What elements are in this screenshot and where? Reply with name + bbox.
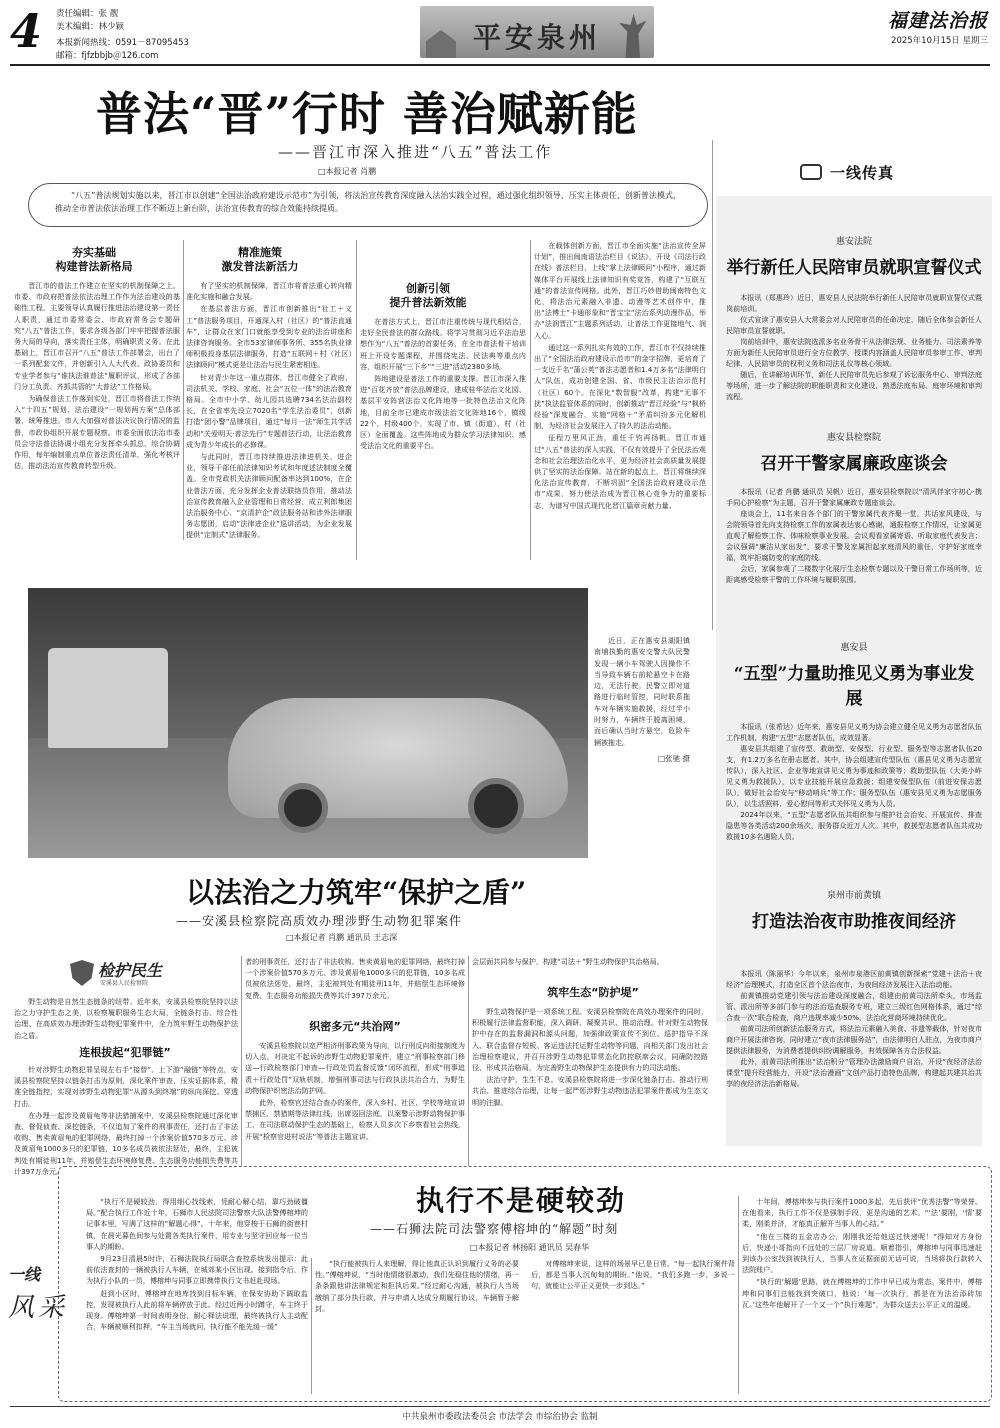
paragraph: 在普法方式上，晋江市注重传统与现代相结合，走好全民普法的群众路线。将学习贯彻习近平法治思想作为“八五”普法的首要任务，在全市普法骨干培训班上开设专题课程，并围绕宪法、民法典等重点内容，组织开展“三下乡”“三进”活动2380多场。 bbox=[360, 317, 526, 371]
sidebar-divider bbox=[712, 140, 713, 630]
column-label-bottom: 风采 bbox=[8, 1293, 69, 1323]
paragraph: 对傅榕坤来说，这样的场景早已是日常。“每一起执行案件背后，都是当事人沉甸甸的期盼。”他说，“我们多跑一步，多说一句，就能让公平正义更快一步到达。” bbox=[531, 1259, 735, 1291]
second-title: 以法治之力筑牢“保护之盾” bbox=[186, 876, 527, 909]
second-body2b: 会层面共同参与保护，构建“司法＋”野生动物保护共治格局。 bbox=[472, 957, 664, 966]
lead-col2-body bbox=[186, 280, 352, 560]
paragraph: 十年间，傅榕坤参与执行案件1000多起，先后获评“优秀法警”等荣誉。在他看来，执行工作不仅是强制手段，更是沟通的艺术。“‘法’要刚，‘情’要柔，刚柔并济，才能真正解开当事人的心结。” bbox=[742, 1197, 982, 1229]
paragraph: 仪式宣读了惠安县人大常委会对人民陪审员的任命决定，随后全体参会新任人民陪审员宣誓就职。 bbox=[726, 315, 982, 335]
paragraph: 在办理一起涉及黄眉龟等非法猎捕案中，安溪县检察院通过深化审查、督促侦查、深挖链条，不仅追加了案件的刑事责任，还打击了非法收购、售卖黄眉龟的犯罪网络，最终打掉一个涉案价值570多万元、涉及黄眉龟1000多只的犯罪链，10多名成员被依法惩处，最终，主犯被判处有期徒刑11年，并赔偿生态环境修复费、生态服务功能损失费等共计397万余元。 bbox=[14, 1110, 238, 1176]
sidebar-item-4-body bbox=[726, 968, 982, 1146]
paragraph: 本报讯（张希达）近年来，惠安县见义勇为协会建立健全见义勇为志愿者队伍工作机制，构建“五型”志愿者队伍，成效显著。 bbox=[726, 722, 982, 742]
lead-subtitle: ——晋江市深入推进“八五”普法工作 bbox=[278, 143, 553, 161]
lead-summary-box bbox=[28, 183, 708, 227]
paragraph: 法治守护，生生不息。安溪县检察院将进一步深化链条打击、推动行刑共治、推进综合治理，让每一起严惩涉野生动物违法犯罪案件都成为生态文明的注脚。 bbox=[472, 1075, 708, 1107]
column-rule bbox=[241, 956, 242, 1166]
section-banner bbox=[420, 6, 654, 58]
column-rule bbox=[356, 240, 357, 560]
masthead-logo: 福建法治报 bbox=[887, 10, 988, 32]
photo-tow-truck-icon bbox=[48, 648, 168, 748]
paragraph: “执行的‘解题’思路，就在傅榕坤的工作中早已成为常态。案件中，傅榕坤和同事们总能找到突破口，他说：‘每一次执行，都是在为法治添砖加瓦。’这些年他解开了一个又一个“执行难题”，为群众送去公平正义的温暖。 bbox=[742, 1277, 982, 1309]
paragraph: 在载体创新方面，晋江市全面实施“法治宣传全屏计划”，推出闽南语法治栏目《说法》，开设《司法行政在线》普法栏目，上线“掌上法律顾问”小程序，通过新媒体平台开展线上法律知识有奖竞答，构建了“互联互通”的普法宣传网格。此外，晋江巧妙借助闽南特色文化，将法治元素融入非遗、动漫等艺术创作中，推出“法博士”卡通形象和“晋宝宝”法治系列动漫作品，举办“法润晋江”主题系列活动，让普法工作更接地气、润入心。 bbox=[534, 241, 706, 340]
paragraph: 前黄司法所创新法治服务方式，将法治元素融入美食、非遗等载体，针对夜市商户开展法律咨询，同时建立“夜市法律服务站”，由法律明白人驻点，为夜市商户提供法律服务，为消费者提供纠纷调解服务，有效保障各方合法权益。 bbox=[726, 1024, 982, 1055]
sidebar-item-4 bbox=[726, 888, 982, 932]
paragraph: 前黄镇推动党建引领与法治建设深度融合，组建由前黄司法所牵头，市场监管、派出所等多部门参与的法治巡查服务专班，建立三级红色网格体系，通过“综合查一次”联合检查，商户违规率减少50%，法治化营商环境持续优化。 bbox=[726, 991, 982, 1022]
lead-col3-body bbox=[360, 316, 526, 560]
paragraph: “执行能被执行人来理解，得让他真正认识到履行义务的必要性。”傅榕坤说，“当时他情绪很激动，我们先稳住他的情绪，再一条条跟他讲法律规定和拒执后果。”经过耐心沟通，被执行人当场缴纳了部分执行款，并与申请人达成分期履行协议，车辆暂予解封。 bbox=[315, 1259, 519, 1313]
paragraph: 与此同时，晋江市持续推进法律进机关、进企业，领导干部任前法律知识考试和年度述法制度全覆盖。全市党政机关法律顾问配备率达到100%，在企业普法方面，充分发挥企业普法联络员作用，推动法治宣传教育融入企业管理和日常经营，成立利郎集团法治服务中心、“京清护企”政法服务站和涉外法律服务志愿团，启动“法律进企业”巡讲活动，为企业发展提供“定制式”法律服务。 bbox=[186, 452, 352, 540]
paragraph: 针对涉野生动物犯罪呈现左右手“接替”、上下游“融链”等特点，安溪县检察院坚持以链条打击为原则，深化案件审查，压实证据体系，精准全链指控，实现对涉野生动物犯罪“从源头到终端”的纵向深挖、穿透打击。 bbox=[14, 1065, 238, 1108]
second-body3 bbox=[472, 1006, 708, 1166]
photo-wheel-icon bbox=[278, 783, 328, 833]
shield-icon bbox=[70, 960, 94, 986]
paragraph: 2024年以来，“五型”志愿者队伍共组织参与维护社会治安、开展宣传、排查隐患等各类活动200余场次，服务群众近万人次。其中，救援型志愿者队伍共成功救援10多名遇险人员。 bbox=[726, 810, 982, 841]
paragraph: 针对青少年这一重点群体，晋江市健全了政府、司法机关、学校、家庭、社会“五位一体”的法治教育格局。全市中小学、幼儿园共选聘734名法治副校长，在全省率先设立7020名“学生法治委员”，创新打造“团小警”品牌项目，通过“每月一法”师生共学活动和“关爱明天·普法先行”专题普法行动，让法治教育成为青少年成长的必修课。 bbox=[186, 372, 352, 449]
column-rule bbox=[311, 1258, 312, 1394]
paragraph: 此外，检察官还结合查办的案件，深入乡村、社区、学校等地宣讲禁捕区、禁猎期等法律红线，出席巡回法庭，以案警示涉野动物保护事工，在司法联动保护生态的基础上，检察人员多次下乡察看社会热线，开展“检察官进村说法”等普法主题宣讲。 bbox=[245, 1098, 465, 1141]
sidebar-body bbox=[726, 486, 982, 666]
second-body1 bbox=[14, 1064, 238, 1176]
photo-caption: 近日，正在惠安县湖阳镇南埔执勤的惠安交警大队民警发现一辆小车驾驶人因操作不当导致车辆右前轮悬空卡在路边，无法行驶。民警立即对道路进行临时管控，同时联系拖车对车辆实施救援，经过半小时努力，车辆终于脱离困境，而后确认当时方悬空，危险车辆被拖走。 bbox=[594, 637, 690, 747]
page-number: 4 bbox=[10, 4, 43, 58]
sidebar-panel bbox=[716, 196, 992, 1022]
lead-col4-body bbox=[534, 240, 706, 560]
sidebar-dept: 惠安县检察院 bbox=[826, 433, 881, 443]
column-badge bbox=[70, 956, 200, 990]
paragraph: 座谈会上，11名来自各个部门的干警家属代表齐聚一堂，共话家风建设，与会院领导首先向支持检察工作的家属表达衷心感谢，通报检察工作情况，让家属更直观了解检察工作、体味检察事业发展。会议观看家属寄语、听取家庭代表发言；会议强调“廉洁从家出发”，要求干警及家属担起家庭清风的重任，守护好家庭幸福，筑牢拒腐防变的家庭防线。 bbox=[726, 509, 982, 562]
column-label-feature bbox=[8, 1262, 68, 1342]
column-rule bbox=[468, 956, 469, 1166]
sidebar-dept: 惠安县 bbox=[840, 643, 868, 653]
paragraph: 赶到小区时，傅榕坤在地库找到目标车辆，在保安协助下调取监控，发现被执行人此前将车辆停放于此。经过近两小时蹲守，车主终于现身。傅榕坤第一时间表明身份，耐心释法说理，最终被执行人主动配合，车辆被顺利扣押，“车主当场就问，执行能不能先缓一缓” bbox=[86, 1288, 308, 1332]
photo-credit: □张驰 摄 bbox=[658, 753, 690, 763]
lead-byline: □本报记者 肖鹏 bbox=[318, 167, 377, 176]
paragraph: 本报讯（郑惠玲）近日，惠安县人民法院举行新任人民陪审员就职宣誓仪式暨岗前培训。 bbox=[726, 293, 982, 313]
paragraph: 本报讯（陈丽华）今年以来，泉州市泉港区前黄镇创新探索“党建＋法治＋夜经济”治理模式，打造全区首个法治夜市，为夜间经济发展注入法治动能。 bbox=[726, 969, 982, 989]
paragraph: 通过这一系列扎实有效的工作，晋江市不仅持续推出了“全国法治政府建设示范市”的金字招牌，更培育了一支近千名“蒲公英”普法志愿者和1.4万多名“法律明白人”队伍，成功创建全国、省、市级民主法治示范村（社区）60个。在深化“数智服”改革，构建“无事不扰”执法监管体系的同时，创新推动“晋江经验”与“枫桥经验”深度融合，实施“网格＋”矛盾纠纷多元化解机制，为经济社会发展注入了持久的法治动能。 bbox=[534, 342, 706, 431]
contact-email: 邮箱：fjfzbbjb＠126.com bbox=[56, 51, 159, 61]
badge-title: 检护民生 bbox=[98, 961, 163, 980]
paragraph: 在基层普法方面，晋江市创新推出“社工＋义工”普法服务项目，开通深入村（社区）的“普法直通车”，让群众在家门口就能享受到专业的法治讲座和法律咨询服务。全市53家律师事务所、355名执业律师积极投身基层法律服务，打造“五联网＋村（社区）法律顾问”模式更是让法治与民生紧密相连。 bbox=[186, 304, 352, 370]
sidebar-title: “五型”力量助推见义勇为事业发展 bbox=[733, 664, 975, 709]
second-intro: 野生动物是自然生态链条的纽带。近年来，安溪县检察院坚持以法治之力守护生态之美，以检察履职服务生态大局，全链条打击、综合性治理、在高质效办理涉野生动物犯罪案件中，全力筑牢野生动物保护法治之盾。 bbox=[14, 997, 238, 1040]
sidebar bbox=[716, 150, 992, 1022]
chat-bubble-icon bbox=[800, 164, 822, 180]
paragraph: 征程万里风正劲，重任千钧再扬帆。晋江市通过“八五”普法的深入实践，不仅有效提升了全民法治观念和社会治理法治化水平，更为经济社会高质量发展提供了坚实的法治保障。站在新的起点上，晋江将继续深化法治宣传教育，不断巩固“全国法治政府建设示范市”成果，努力使法治成为晋江核心竞争力的重要标志，为谱写中国式现代化晋江篇章贡献力量。 bbox=[534, 433, 706, 510]
paragraph: 岗前培训中，惠安法院选派多名业务骨干从法律法规、业务能力、司法素养等方面为新任人民陪审员进行全方位教学，授课内容涵盖人民陪审员参审工作、审判纪律、人民陪审员的权利义务和司法礼仪等核心领域。 bbox=[726, 337, 982, 368]
lead-col1-body bbox=[14, 280, 180, 540]
sidebar-dept: 惠安法院 bbox=[835, 237, 872, 247]
sidebar-item-2 bbox=[726, 430, 982, 666]
column-rule bbox=[738, 1196, 739, 1394]
badge-subtitle: 安溪县人民检察院 bbox=[100, 980, 149, 987]
news-photo bbox=[28, 588, 588, 858]
sidebar-title: 举行新任人民陪审员就职宣誓仪式 bbox=[726, 258, 982, 278]
footer-rule bbox=[10, 1406, 990, 1407]
header-rule bbox=[10, 64, 990, 66]
paragraph: 有了坚实的机制保障，晋江市将普法重心转向精准化实施和融合发展。 bbox=[186, 281, 352, 302]
bottom-body-mid bbox=[315, 1258, 735, 1392]
news-hotline: 本报新闻热线：0591－87095453 bbox=[56, 38, 189, 48]
page-header bbox=[0, 0, 1000, 66]
bottom-body-left bbox=[86, 1196, 308, 1392]
lead-col3-heading: 创新引领 提升普法新效能 bbox=[389, 282, 467, 309]
lead-summary: “八五”普法规划实施以来，晋江市以创建“全国法治政府建设示范市”为引领，将法治宣传教育深度融入法治实践全过程，通过强化组织领导、压实主体责任、创新普法模式，推动全市普法依法治理工作不断迈上新台阶，法治宣传教育的综合效能持续提质。 bbox=[55, 191, 681, 213]
second-head3: 筑牢生态“防护堤” bbox=[547, 986, 639, 999]
sidebar-label-box bbox=[786, 156, 936, 194]
second-head1: 连根拔起“犯罪链” bbox=[79, 1046, 171, 1059]
second-body2 bbox=[245, 1040, 465, 1166]
bottom-byline: □本报记者 林扬阳 通讯员 吴春华 bbox=[470, 1243, 590, 1252]
sidebar-title: 召开干警家属廉政座谈会 bbox=[760, 454, 948, 474]
sidebar-title: 打造法治夜市助推夜间经济 bbox=[752, 912, 956, 932]
paragraph: 为确保普法工作落到实处，晋江市将普法工作纳入“十四五”规划、法治建设“一规划两方案”总体部署，统筹推进。市人大加强对普法决议执行情况的监督，市政协组织开展专题视察。市委全面依法治市委员会守法普法协调小组充分发挥牵头抓总、综合协调作用，每年编制重点单位普法责任清单，强化考核评估，推动法治宣传教育转型升级。 bbox=[14, 394, 180, 471]
sidebar-item-1 bbox=[726, 234, 982, 452]
second-byline: □本报记者 肖鹏 通讯员 王志深 bbox=[286, 933, 398, 942]
paragraph: 惠安县共组建了宣传型、救助型、安保型、行业型、服务型等志愿者队伍20支，有1.2万多名在册志愿者。其中，协会组建宣传型队伍（惠县见义勇为志愿宣传队），深入社区、企业等地宣讲见义勇为事迹和政策等；救助型队伍（大美小岞见义勇为救援队），以专业技能开展应急救援；组建安保型队伍（前进安保志愿队），做好社会治安与“移动哨兵”等工作；服务型队伍（惠安县见义勇为志愿服务队），以生活照料、爱心慰问等形式关怀见义勇为人员。 bbox=[726, 744, 982, 808]
section-title: 平安泉州 bbox=[472, 21, 601, 54]
sidebar-body bbox=[726, 292, 982, 452]
paragraph: 此外，前黄司法所推出“法治积分”管理办法激励商户自治，开设“夜经济法治课堂”提升经营能力，开设“法治漫画”文创产品打造特色品牌，构建起共建共治共享的夜经济法治新格局。 bbox=[726, 1057, 982, 1088]
lead-col1-heading: 夯实基础 构建普法新格局 bbox=[55, 246, 133, 273]
paragraph: 9月23日清晨5时许，石狮法院执行局联合查控系统发出提示：此前依法查封的一辆被执行人车辆，在城郊某小区出现。接到指令后，作为执行小队的一员，傅榕坤与同事立即携带执行文书赶赴现场。 bbox=[86, 1254, 308, 1286]
paragraph: 本报讯（记者 肖鹏 通讯员 吴帆）近日，惠安县检察院以“清风伴家守初心·携手同心护检察”为主题，召开干警家属廉政专题座谈会。 bbox=[726, 487, 982, 507]
second-head2: 织密多元“共治网” bbox=[309, 1020, 401, 1033]
paragraph: 晋江市的普法工作建立在坚实的机制保障之上。市委、市政府把普法依法治理工作作为法治建设的基础性工程，主要领导认真履行推进法治建设第一责任人职责，通过市委常委会、市政府常务会专题研究“八五”普法工作，要求各级各部门牢牢把握普法服务大局的导向，落实责任主体，明确职责义务。在此基础上，晋江市召开“八五”普法工作部署会，出台了一系列配套文件，并创新引入人大代表、政协委员和专业学者参与“谁执法谁普法”履职评议，形成了各部门分工负责、齐抓共管的“大普法”工作格局。 bbox=[14, 281, 180, 391]
column-rule bbox=[530, 240, 531, 560]
photo-wheel-icon bbox=[468, 778, 524, 834]
column-label-top: 一线 bbox=[8, 1265, 41, 1284]
editor-credit: 责任编辑：张 靓 bbox=[56, 9, 119, 19]
lead-title: 普法“晋”行时 善治赋新能 bbox=[96, 87, 638, 141]
sidebar-label: 一线传真 bbox=[830, 164, 895, 182]
paragraph: 随后，在讲解培训环节，新任人民陪审员先后参观了诉讼服务中心、审判法庭等场所，进一步了解法院的职能职责和文化建设，熟悉法庭布局、庭审环境和审判流程。 bbox=[726, 370, 982, 401]
sidebar-dept: 泉州市前黄镇 bbox=[826, 891, 881, 901]
paragraph: 野生动物保护是一项系统工程。安溪县检察院在高效办理案件的同时，积极履行法律监督职能，深入调研、凝聚共识、推动治理。针对野生动物保护中存在的监督漏洞和源头问题，加强律政策宣传不到位、巡护指导不深入、联合监督存短板、客运违法托运野生动物等问题，向相关部门发出社会治理检察建议，并召开涉野生动物犯罪常态化防控联席会议，同确防控路径、形成共治格局，为完善野生动物保护生态提供有力的司法动能。 bbox=[472, 1007, 708, 1073]
bottom-body-right bbox=[742, 1196, 982, 1392]
paragraph: 会后，家属参观了二楼数字化展厅生态检察专题以及干警日常工作场所等，近距离感受检察干警的工作环境与履职氛围。 bbox=[726, 564, 982, 584]
paragraph: “执行不是硬较劲，得用细心找线索，凭耐心解心结，靠巧劲破僵局。”配合执行工作近十年，石狮市人民法院司法警察大队法警傅榕坤的记事本里，写满了这样的“解题心得”。十年来，他穿梭于石狮的街巷村镇，在晨光暮色间参与处置各类执行案件，用专业与坚守回应每一位当事人的期盼。 bbox=[86, 1197, 308, 1251]
paragraph: 安溪县检察院以宽严相济刑事政策为导向，以行刑反向衔接制度为切入点，对决定不起诉的涉野生动物犯罪案件，建立“刑事检察部门移送—行政检察部门审查—行政处罚监督反馈”闭环流程，形成“刑事追责＋行政处罚”双轨机制，增强刑事司法与行政执法共治合力，为野生动物保护织密法治防护网。 bbox=[245, 1041, 465, 1095]
column-rule bbox=[183, 240, 184, 540]
photo-caption-box bbox=[594, 636, 690, 846]
art-editor-credit: 美术编辑：林少颖 bbox=[56, 22, 125, 32]
bottom-title: 执行不是硬较劲 bbox=[416, 1184, 627, 1217]
second-body1-cont: 者的刑事责任，还打击了非法收购、售卖黄眉龟的犯罪网络，最终打掉一个涉案价值570多万元、涉及黄眉龟1000多只的犯罪链，10多名成员被依法惩处，最终，主犯被判处有期徒刑11年，并赔偿生态环境修复费、生态服务功能损失费等共计397万余元。 bbox=[245, 957, 465, 1000]
issue-date: 2025年10月15日 星期三 bbox=[891, 36, 988, 46]
paragraph: “他在三楼的五金店办公，刚刚我还给他送过快递呢！”得知对方身份后，快递小哥指向不远处的三层厂房说道。顺着指引，傅榕坤与同事迅速赶到该办公室找到被执行人，当事人在证据面前无话可说，当场将执行款转入法院账户。 bbox=[742, 1231, 982, 1275]
paragraph: 阵地建设是普法工作的重要支撑。晋江市深入推进“百花齐放”普法品牌建设，建成桂华法治文化园、基层平安阵营法治文化阵地等一批特色法治文化阵地，目前全市已建成市级法治文化阵地16个，镇级22个，村级400个，实现了市、镇（街道）、村（社区）全面覆盖。这些阵地成为群众学习法律知识、感受法治文化的重要平台。 bbox=[360, 374, 526, 451]
second-subtitle: ——安溪县检察院高质效办理涉野生动物犯罪案件 bbox=[176, 914, 463, 928]
bottom-subtitle: ——石狮法院司法警察傅榕坤的“解题”时刻 bbox=[370, 1222, 619, 1236]
footer-credit: 中共泉州市委政法委员会 市法学会 市综治协会 监制 bbox=[402, 1412, 598, 1422]
lead-col2-heading: 精准施策 激发普法新活力 bbox=[221, 246, 299, 273]
